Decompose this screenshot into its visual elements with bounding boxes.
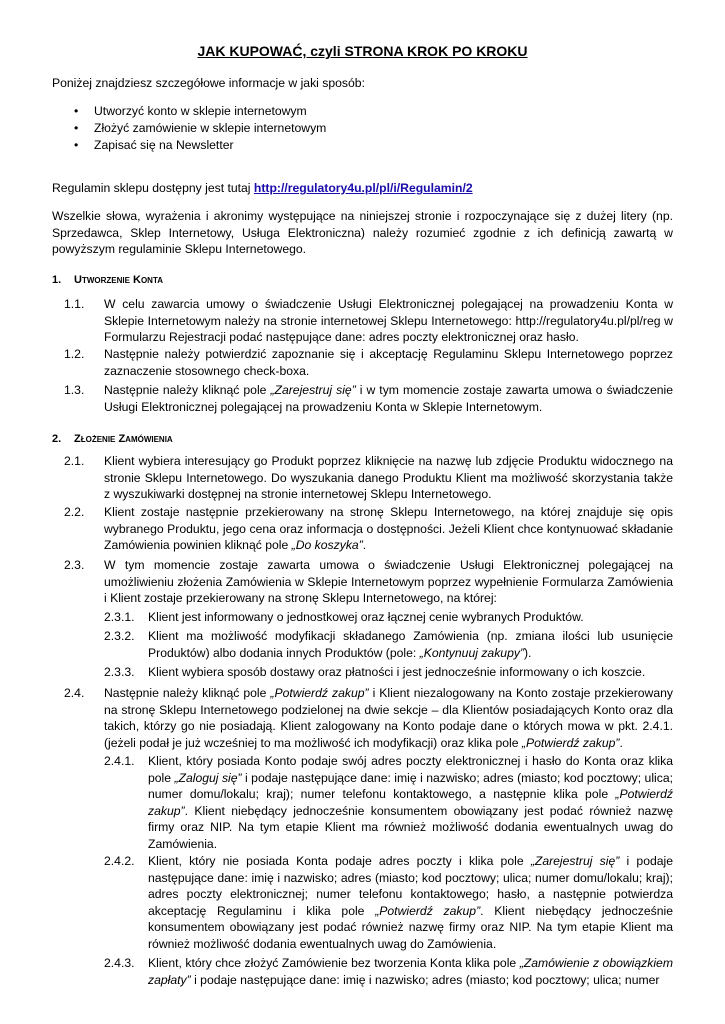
clause-text-end: . Klient niebędący jednocześnie konsumentem obowiązany jest podać również nazwę firmy oraz NIP. Na tym etapie Klient ma również możliwość dodania ewentualnych uwag do Zamówienia. bbox=[148, 903, 673, 951]
clause-text: Klient wybiera interesujący go Produkt poprzez kliknięcie na nazwę lub zdjęcie Produktu widocznego na stronie Sklepu Internetowego. Do wyszukania danego Produktu Klient ma możliwość skorzystania także z wyszukiwarki dostępnej na stronie internetowej Sklepu Internetowego. bbox=[104, 454, 673, 502]
regulamin-link[interactable]: http://regulatory4u.pl/pl/i/Regulamin/2 bbox=[253, 181, 473, 195]
clause-text: Klient wybiera sposób dostawy oraz płatności i jest jednocześnie informowany o ich koszcie. bbox=[148, 665, 646, 679]
clause-number: 1.3. bbox=[64, 383, 85, 397]
clause-number: 2.3.1. bbox=[104, 610, 135, 624]
clause-number: 1.2. bbox=[64, 347, 85, 361]
clause-number: 2.4.2. bbox=[104, 854, 135, 868]
clause-text: Klient ma możliwość modyfikacji składanego Zamówienia (np. zmiana ilości lub usunięcie Produktów) albo dodania innych Produktów (pole: bbox=[148, 629, 673, 660]
clause-number: 2.3. bbox=[64, 558, 85, 572]
clause-1-3 bbox=[64, 382, 673, 415]
clause-number: 2.1. bbox=[64, 454, 85, 468]
section-1-number: 1. bbox=[52, 274, 62, 286]
bullet-icon: • bbox=[74, 121, 79, 135]
clause-number: 2.4. bbox=[64, 686, 85, 700]
clause-2-4 bbox=[64, 685, 674, 751]
clause-text-cont: . bbox=[362, 538, 367, 553]
clause-number: 2.4.3. bbox=[104, 956, 135, 970]
bullet-text: Utworzyć konto w sklepie internetowym bbox=[94, 104, 307, 118]
clause-2-3-2 bbox=[104, 628, 673, 661]
clause-text: Klient zostaje następnie przekierowany na stronę Sklepu Internetowego, na której znajduje się opis wybranego Produktu, jego cena oraz informacja o dostępności. Jeżeli Klient chce kontynuować składanie Zamówienia powinien kliknąć pole bbox=[104, 505, 673, 553]
clause-text-cont: i podaje następujące dane: imię i nazwisko; adres (miasto; kod pocztowy; ulica; numer domu/lokalu; kraj); numer telefonu kontaktowego, a następnie klika pole bbox=[148, 770, 673, 802]
clause-number: 1.1. bbox=[64, 297, 85, 311]
clause-2-2 bbox=[64, 504, 673, 554]
button-name-confirm: „Potwierdź zakup” bbox=[521, 735, 620, 750]
section-2-number: 2. bbox=[52, 433, 62, 445]
button-name-confirm: „Potwierdź zakup” bbox=[375, 903, 481, 918]
bullet-text: Zapisać się na Newsletter bbox=[94, 138, 234, 152]
button-name-register: „Zarejestruj się” bbox=[270, 383, 356, 397]
clause-number: 2.2. bbox=[64, 505, 85, 519]
clause-number: 2.3.3. bbox=[104, 665, 135, 679]
definitions-paragraph: Wszelkie słowa, wyrażenia i akronimy występujące na niniejszej stronie i rozpoczynające się z dużej litery (np. Sprzedawca, Sklep Internetowy, Usługa Elektroniczna) należy rozumieć zgodnie z ich definicją zawartą w powyższym regulaminie Sklepu Internetowego. bbox=[52, 209, 673, 257]
button-name-register: „Zarejestruj się” bbox=[530, 854, 620, 868]
clause-1-2 bbox=[64, 346, 673, 379]
clause-text: Klient jest informowany o jednostkowej oraz łącznej cenie wybranych Produktów. bbox=[148, 610, 584, 624]
clause-text: Klient, który nie posiada Konta podaje adres poczty i klika pole bbox=[148, 854, 531, 868]
button-name-confirm: „Potwierdź zakup” bbox=[270, 686, 369, 700]
clause-text: W tym momencie zostaje zawarta umowa o świadczenie Usługi Elektronicznej polegającej na umożliwieniu złożenia Zamówienia w Sklepie Internetowym poprzez wypełnienie Formularza Zamówienia i Klient zostaje przekierowany na stronę Sklepu Internetowego, na której: bbox=[104, 558, 673, 606]
regulamin-prefix: Regulamin sklepu dostępny jest tutaj bbox=[52, 181, 254, 195]
clause-1-1 bbox=[64, 296, 673, 346]
bullet-text: Złożyć zamówienie w sklepie internetowym bbox=[94, 121, 327, 135]
clause-text-end: . Klient niebędący jednocześnie konsumentem obowiązany jest podać również nazwę firmy oraz NIP. Na tym etapie Klient ma również możliwość dodania ewentualnych uwag do Zamówienia. bbox=[148, 803, 673, 851]
clause-2-1 bbox=[64, 453, 673, 503]
clause-2-3-3 bbox=[104, 664, 673, 681]
bullet-icon: • bbox=[74, 138, 79, 152]
clause-2-4-3 bbox=[104, 955, 673, 988]
clause-2-4-1 bbox=[104, 753, 673, 853]
button-name-login: „Zaloguj się” bbox=[174, 770, 242, 785]
clause-text: Następnie należy potwierdzić zapoznanie się i akceptację Regulaminu Sklepu Internetowego poprzez zaznaczenie stosownego check-boxa. bbox=[104, 347, 673, 378]
clause-number: 2.4.1. bbox=[104, 754, 135, 768]
clause-text-cont: i podaje następujące dane: imię i nazwisko; adres (miasto; kod pocztowy; ulica; numer domu/lokalu; kraj); adres poczty elektronicznej; numer telefonu kontaktowego; hasło, a następnie potwierdza akceptację Regulaminu i klika pole bbox=[148, 854, 674, 918]
button-name-cart: „Do koszyka” bbox=[291, 538, 363, 553]
clause-text-cont: i podaje następujące dane: imię i nazwisko; adres (miasto; kod pocztowy; ulica; numer bbox=[190, 972, 660, 987]
clause-text-cont: i Klient niezalogowany na Konto zostaje przekierowany na stronę Sklepu Internetowego podzielonej na dwie sekcje – dla Klientów posiadających Konto oraz dla takich, którzy go nie posiadają. Klient zalogowany na Konto podaje dane o których mowa w pkt. 2.4.1. (jeżeli podał je już wcześniej to ma możliwość ich modyfikacji) oraz klika pole bbox=[104, 686, 674, 750]
clause-number: 2.3.2. bbox=[104, 629, 135, 643]
clause-text-cont: ). bbox=[524, 645, 532, 660]
clause-text: W celu zawarcia umowy o świadczenie Usługi Elektronicznej polegającej na prowadzeniu Konta w Sklepie Internetowym należy na stronie internetowej Sklepu Internetowego: http://regulatory4u.pl/pl/reg w Formularzu Rejestracji podać następujące dane: adres poczty elektronicznej oraz hasło. bbox=[104, 297, 673, 345]
button-name-continue: „Kontynuuj zakupy” bbox=[419, 645, 524, 660]
button-name-order-with-payment: „Zamówienie z obowiązkiem zapłaty” bbox=[148, 956, 673, 987]
clause-text: Klient, który posiada Konto podaje swój adres poczty elektronicznej i hasło do Konta oraz klika pole bbox=[148, 754, 673, 785]
clause-2-4-2 bbox=[104, 853, 674, 953]
bullet-icon: • bbox=[74, 104, 79, 118]
intro-text: Poniżej znajdziesz szczegółowe informacje w jaki sposób: bbox=[52, 76, 365, 90]
clause-text: Klient, który chce złożyć Zamówienie bez tworzenia Konta klika pole bbox=[148, 956, 520, 970]
button-name-confirm: „Potwierdź zakup” bbox=[148, 787, 673, 818]
clause-text: Następnie należy kliknąć pole bbox=[104, 383, 271, 397]
clause-2-3 bbox=[64, 557, 673, 607]
clause-2-3-1 bbox=[104, 609, 673, 626]
section-2-heading bbox=[52, 431, 173, 448]
clause-text: Następnie należy kliknąć pole bbox=[104, 686, 271, 700]
section-2-title: Złożenie Zamówienia bbox=[74, 433, 173, 445]
page-title: JAK KUPOWAĆ, czyli STRONA KROK PO KROKU bbox=[197, 43, 528, 59]
clause-text-cont: i w tym momencie zostaje zawarta umowa o świadczenie Usługi Elektronicznej polegającej na prowadzeniu Konta w Sklepie Internetowym. bbox=[104, 383, 673, 414]
section-1-heading bbox=[52, 272, 163, 289]
clause-text-end: . bbox=[619, 735, 623, 750]
regulamin-line bbox=[52, 180, 673, 197]
section-1-title: Utworzenie Konta bbox=[74, 274, 164, 286]
